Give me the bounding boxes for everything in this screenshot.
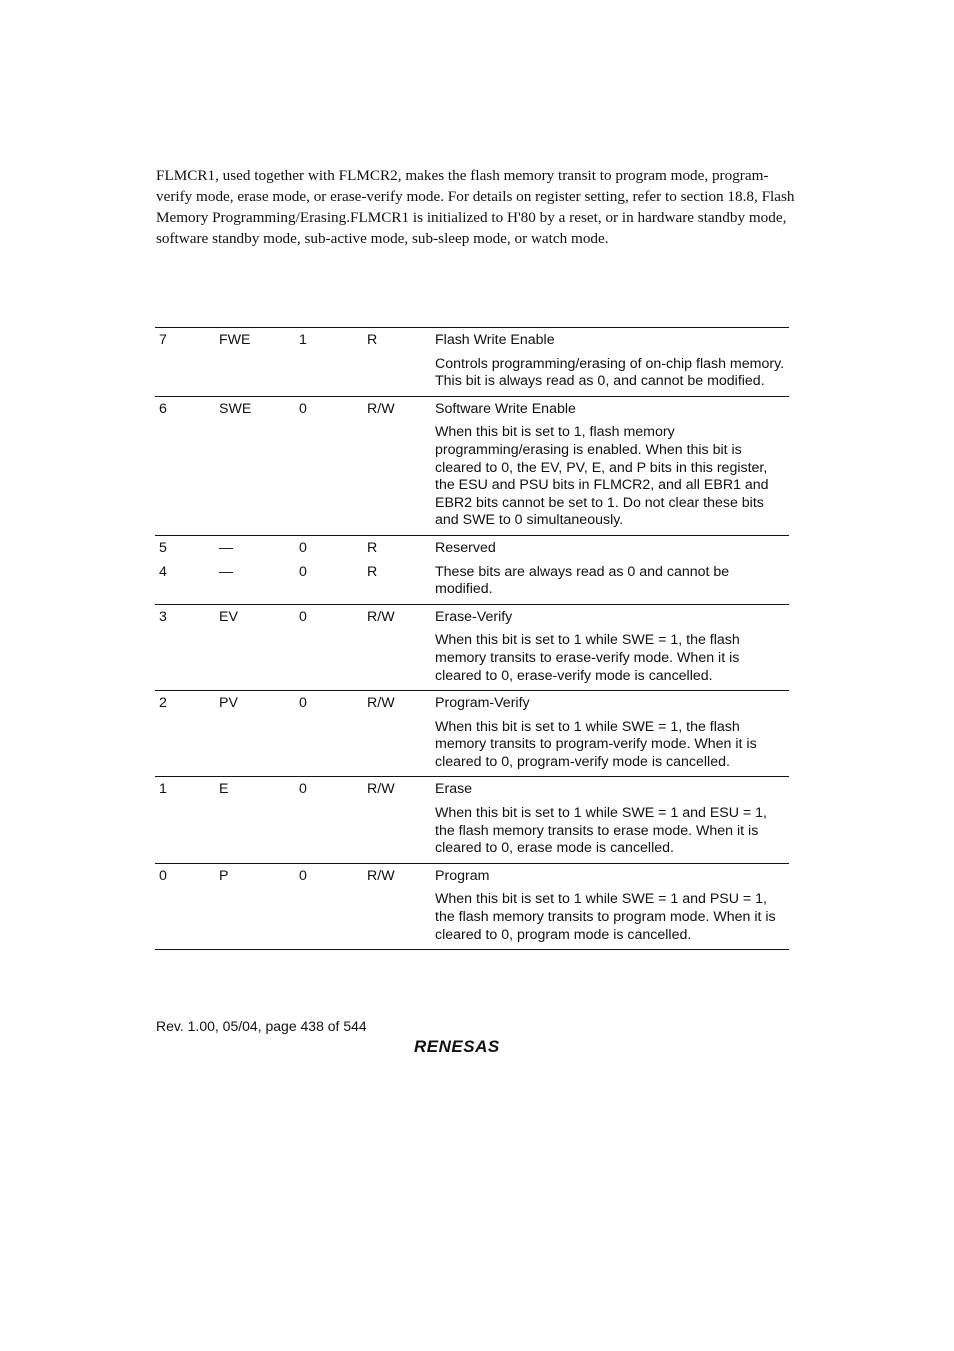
bit-title: Erase-Verify xyxy=(435,604,789,632)
table-row xyxy=(155,564,789,605)
bit-description: When this bit is set to 1 while SWE = 1 and PSU = 1, the flash memory transits to program mode. When it is cleared to 0, program mode is cancelled. xyxy=(435,891,776,943)
renesas-logo xyxy=(414,1036,534,1056)
bit-name: E xyxy=(219,777,299,805)
bit-number: 0 xyxy=(155,863,219,891)
bit-name: EV xyxy=(219,604,299,632)
register-bit-table xyxy=(155,327,789,950)
read-write: R/W xyxy=(367,604,435,632)
initial-value: 0 xyxy=(299,535,367,563)
bit-title: Erase xyxy=(435,777,789,805)
bit-description: Controls programming/erasing of on-chip flash memory. This bit is always read as 0, and cannot be modified. xyxy=(435,355,785,390)
bit-name: — xyxy=(219,563,234,580)
table-row xyxy=(155,328,789,356)
initial-value: 0 xyxy=(299,604,367,632)
initial-value: 0 xyxy=(299,863,367,891)
bit-description: When this bit is set to 1 while SWE = 1, the flash memory transits to program-verify mode. When it is cleared to 0, program-verify mode is cancelled. xyxy=(435,718,757,770)
intro-paragraph: FLMCR1, used together with FLMCR2, makes the flash memory transit to program mode, program-verify mode, erase mode, or erase-verify mode. For details on register setting, refer to section 18.8, Flash Memory Programming/Erasing.FLMCR1 is initialized to H'80 by a reset, or in hardware standby mode, software standby mode, sub-active mode, sub-sleep mode, or watch mode. xyxy=(156,167,795,247)
table-row xyxy=(155,777,789,805)
bit-title: Program xyxy=(435,863,789,891)
bit-number: 3 xyxy=(155,604,219,632)
table-row xyxy=(155,805,789,863)
read-write: R xyxy=(367,563,378,580)
bit-name: P xyxy=(219,863,299,891)
bit-title: Program-Verify xyxy=(435,691,789,719)
bit-name: SWE xyxy=(219,396,299,424)
initial-value: 1 xyxy=(299,332,307,348)
bit-number: 2 xyxy=(155,691,219,719)
initial-value: 0 xyxy=(299,691,367,719)
read-write: R xyxy=(367,535,435,563)
table-row xyxy=(155,891,789,949)
table-row xyxy=(155,691,789,719)
bit-description: These bits are always read as 0 and cannot be modified. xyxy=(435,563,730,598)
table-row xyxy=(155,424,789,535)
read-write: R xyxy=(367,332,378,348)
bit-description: When this bit is set to 1, flash memory programming/erasing is enabled. When this bit is cleared to 0, the EV, PV, E, and P bits in this register, the ESU and PSU bits in FLMCR2, and all EBR1 and EBR2 bits cannot be set to 1. Do not clear these bits and SWE to 0 simultaneously. xyxy=(435,424,769,529)
page-footer-info: Rev. 1.00, 05/04, page 438 of 544 xyxy=(156,1018,367,1034)
read-write: R/W xyxy=(367,777,435,805)
table-row xyxy=(155,604,789,632)
bit-name: — xyxy=(219,535,299,563)
table-row xyxy=(155,632,789,690)
bit-number: 6 xyxy=(155,396,219,424)
table-row xyxy=(155,356,789,397)
table-row xyxy=(155,863,789,891)
bit-number: 4 xyxy=(159,563,167,580)
svg-text:RENESAS: RENESAS xyxy=(414,1037,500,1056)
bit-title: Flash Write Enable xyxy=(435,332,555,348)
read-write: R/W xyxy=(367,691,435,719)
bit-number: 7 xyxy=(159,332,167,348)
initial-value: 0 xyxy=(299,563,307,580)
initial-value: 0 xyxy=(299,396,367,424)
table-row xyxy=(155,535,789,563)
bit-title: Software Write Enable xyxy=(435,396,789,424)
bit-description: When this bit is set to 1 while SWE = 1 and ESU = 1, the flash memory transits to erase mode. When it is cleared to 0, erase mode is cancelled. xyxy=(435,805,767,857)
table-row xyxy=(155,396,789,424)
initial-value: 0 xyxy=(299,777,367,805)
read-write: R/W xyxy=(367,863,435,891)
bit-name: FWE xyxy=(219,332,251,348)
bit-number: 1 xyxy=(155,777,219,805)
bit-description: When this bit is set to 1 while SWE = 1, the flash memory transits to erase-verify mode. When it is cleared to 0, erase-verify mode is cancelled. xyxy=(435,632,740,684)
bit-number: 5 xyxy=(155,535,219,563)
table-row xyxy=(155,719,789,777)
bit-name: PV xyxy=(219,691,299,719)
bit-title: Reserved xyxy=(435,535,789,563)
read-write: R/W xyxy=(367,396,435,424)
